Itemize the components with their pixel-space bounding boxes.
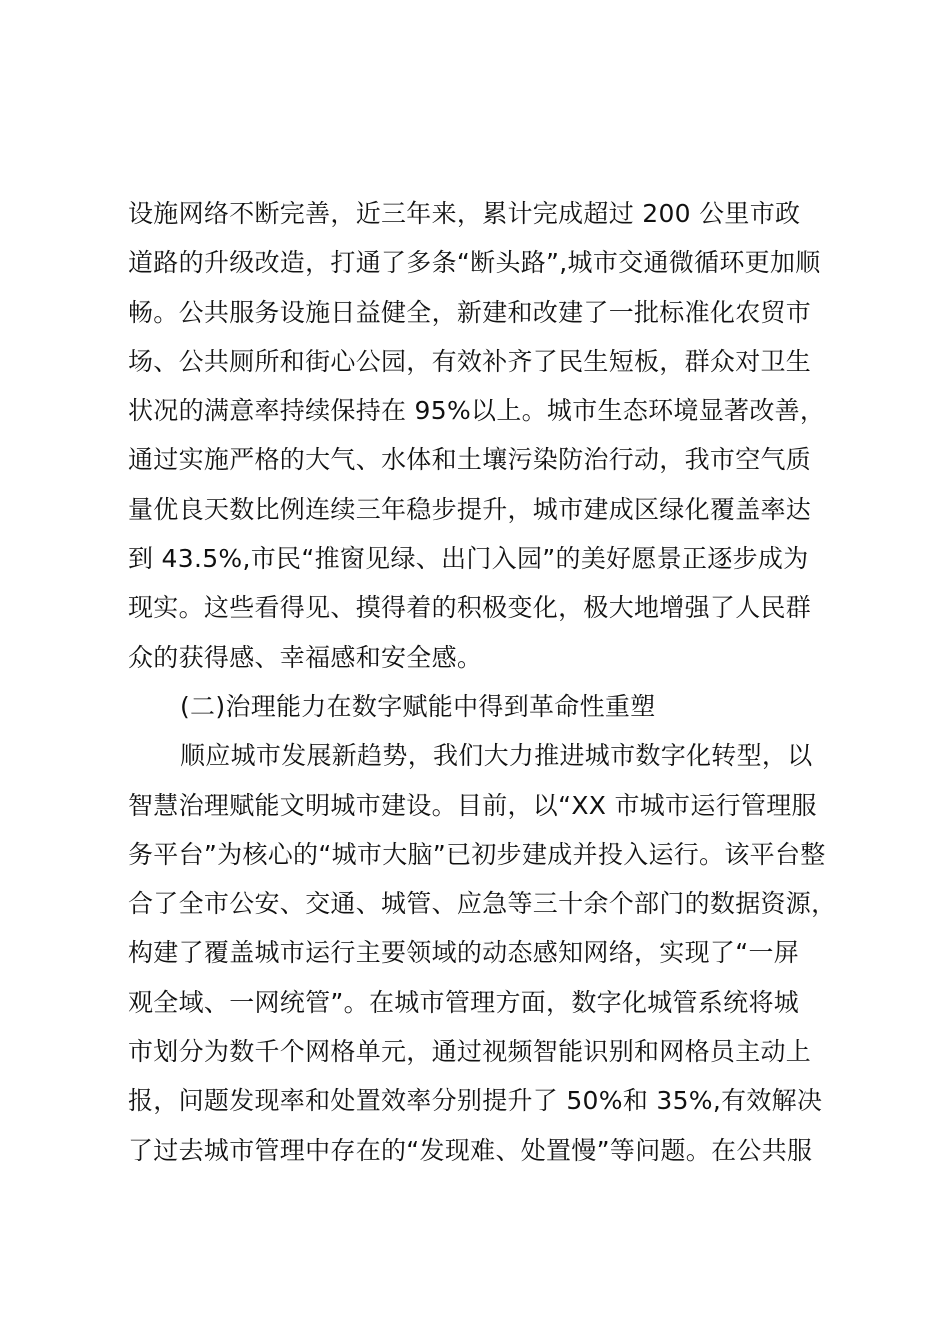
document-body — [128, 189, 868, 1175]
text-line: 报，问题发现率和处置效率分别提升了 50%和 35%,有效解决 — [128, 1086, 823, 1116]
text-line: 通过实施严格的大气、水体和土壤污染防治行动，我市空气质 — [128, 445, 812, 475]
text-line: 众的获得感、幸福感和安全感。 — [128, 642, 483, 672]
section-heading: (二)治理能力在数字赋能中得到革命性重塑 — [180, 691, 656, 721]
text-line: 场、公共厕所和街心公园，有效补齐了民生短板，群众对卫生 — [128, 346, 812, 376]
text-line: 观全域、一网统管”。在城市管理方面，数字化城管系统将城 — [128, 987, 800, 1017]
text-line: 量优良天数比例连续三年稳步提升，城市建成区绿化覆盖率达 — [128, 494, 812, 524]
paragraph-continued — [128, 189, 868, 682]
text-line: 现实。这些看得见、摸得着的积极变化，极大地增强了人民群 — [128, 593, 812, 623]
text-line: 顺应城市发展新趋势，我们大力推进城市数字化转型，以 — [180, 741, 813, 771]
text-line: 设施网络不断完善，近三年来，累计完成超过 200 公里市政 — [128, 199, 801, 228]
text-line: 构建了覆盖城市运行主要领域的动态感知网络，实现了“一屏 — [128, 938, 800, 968]
paragraph-new — [128, 731, 868, 1175]
text-line: 市划分为数千个网格单元，通过视频智能识别和网格员主动上 — [128, 1037, 812, 1067]
text-line: 状况的满意率持续保持在 95%以上。城市生态环境显著改善， — [128, 396, 826, 426]
text-line: 到 43.5%,市民“推窗见绿、出门入园”的美好愿景正逐步成为 — [128, 544, 809, 574]
text-line: 道路的升级改造，打通了多条“断头路”,城市交通微循环更加顺 — [128, 248, 821, 278]
text-line: 务平台”为核心的“城市大脑”已初步建成并投入运行。该平台整 — [128, 839, 826, 869]
text-line: 了过去城市管理中存在的“发现难、处置慢”等问题。在公共服 — [128, 1135, 813, 1165]
text-line: 智慧治理赋能文明城市建设。目前，以“XX 市城市运行管理服 — [128, 790, 817, 820]
text-line: 畅。公共服务设施日益健全，新建和改建了一批标准化农贸市 — [128, 297, 812, 327]
text-line: 合了全市公安、交通、城管、应急等三十余个部门的数据资源， — [128, 889, 837, 919]
